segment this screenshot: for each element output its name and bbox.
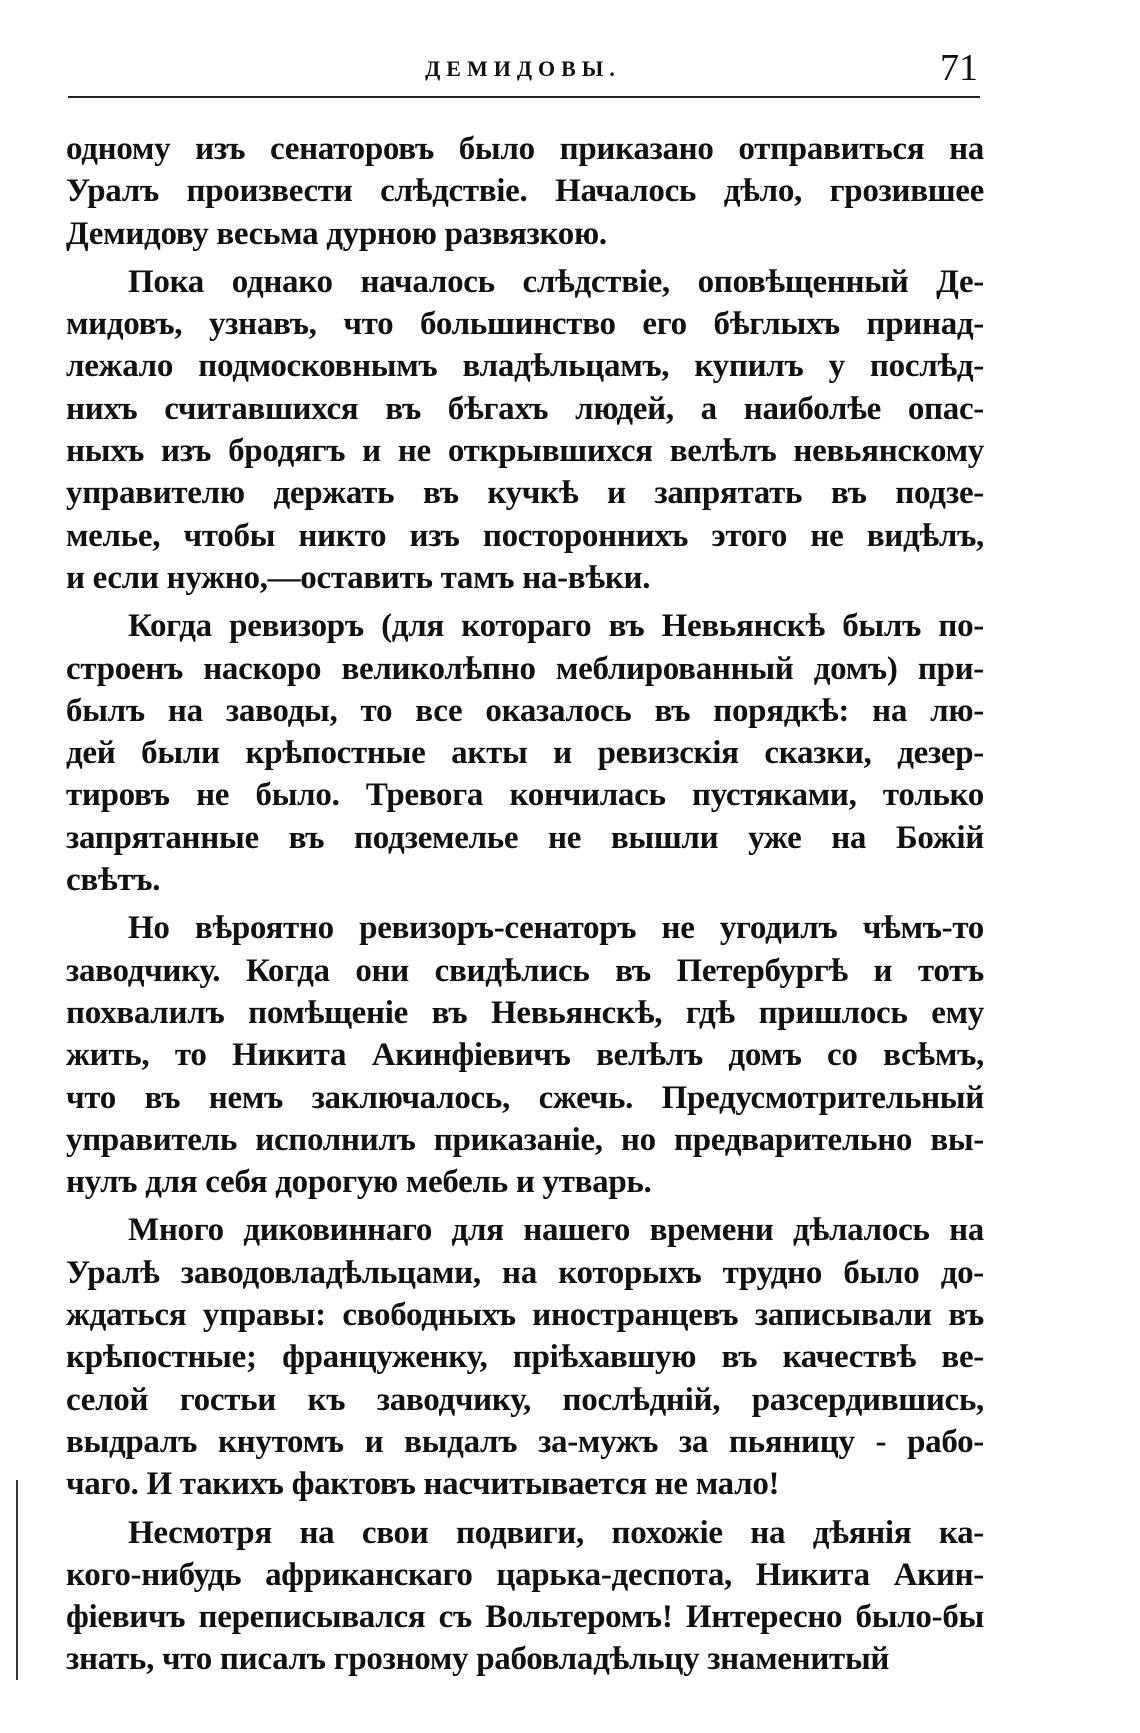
margin-mark bbox=[16, 1480, 18, 1680]
body-text bbox=[66, 128, 984, 1687]
paragraph bbox=[66, 1209, 984, 1505]
text-line: Когда ревизоръ (для котораго въ Невьянскѣ былъ по- bbox=[128, 608, 984, 645]
text-line: нулъ для себя дорогую мебель и утварь. bbox=[66, 1164, 652, 1201]
text-line: Много диковиннаго для нашего времени дѣлалось на bbox=[128, 1212, 984, 1249]
text-line: запрятанные въ подземелье не вышли уже на Божій bbox=[66, 819, 984, 856]
text-line: ждаться управы: свободныхъ иностранцевъ записывали въ bbox=[66, 1297, 984, 1334]
paragraph bbox=[66, 128, 984, 255]
text-line: Но вѣроятно ревизоръ-сенаторъ не угодилъ чѣмъ-то bbox=[128, 910, 984, 947]
text-line: чаго. И такихъ фактовъ насчитывается не мало! bbox=[66, 1466, 780, 1503]
page-number: 71 bbox=[940, 47, 978, 89]
text-line: крѣпостные; француженку, пріѣхавшую въ качествѣ ве- bbox=[66, 1339, 984, 1376]
text-line: жить, то Никита Акинфіевичъ велѣлъ домъ со всѣмъ, bbox=[66, 1037, 984, 1074]
paragraph bbox=[66, 605, 984, 901]
text-line: мелье, чтобы никто изъ постороннихъ этого не видѣлъ, bbox=[66, 517, 984, 554]
text-line: управитель исполнилъ приказаніе, но предварительно вы- bbox=[66, 1121, 984, 1158]
text-line: одному изъ сенаторовъ было приказано отправиться на bbox=[66, 131, 984, 167]
page-header bbox=[68, 47, 978, 102]
text-line: лежало подмосковнымъ владѣльцамъ, купилъ у послѣд- bbox=[66, 348, 984, 385]
paragraph bbox=[66, 1512, 984, 1681]
text-line: что въ немъ заключалось, сжечь. Предусмотрительный bbox=[66, 1079, 984, 1116]
text-line: мидовъ, узнавъ, что большинство его бѣглыхъ принад- bbox=[66, 306, 984, 343]
text-line: выдралъ кнутомъ и выдалъ за-мужъ за пьяницу - рабо- bbox=[66, 1423, 984, 1460]
paragraph bbox=[66, 261, 984, 599]
text-line: кого-нибудь африканскаго царька-деспота, Никита Акин- bbox=[66, 1556, 984, 1593]
text-line: фіевичъ переписывался съ Вольтеромъ! Интересно было-бы bbox=[66, 1599, 984, 1636]
text-line: былъ на заводы, то все оказалось въ порядкѣ: на лю- bbox=[66, 692, 984, 729]
text-line: управителю держать въ кучкѣ и запрятать въ подзе- bbox=[66, 475, 984, 512]
text-line: нихъ считавшихся въ бѣгахъ людей, а наиболѣе опас- bbox=[66, 390, 984, 427]
text-line: свѣтъ. bbox=[66, 862, 161, 899]
header-rule bbox=[68, 96, 980, 98]
text-line: строенъ наскоро великолѣпно меблированный домъ) при- bbox=[66, 650, 984, 687]
text-line: знать, что писалъ грозному рабовладѣльцу знаменитый bbox=[66, 1641, 890, 1678]
running-title: ДЕМИДОВЫ. bbox=[425, 56, 621, 81]
text-line: Пока однако началось слѣдствіе, оповѣщенный Де- bbox=[128, 263, 984, 300]
text-line: и если нужно,—оставить тамъ на-вѣки. bbox=[66, 559, 651, 596]
text-line: ныхъ изъ бродягъ и не открывшихся велѣлъ невьянскому bbox=[66, 433, 984, 470]
text-line: дей были крѣпостные акты и ревизскія сказки, дезер- bbox=[66, 735, 984, 772]
text-line: Уралъ произвести слѣдствіе. Началось дѣло, грозившее bbox=[66, 173, 984, 210]
text-line: Демидову весьма дурною развязкою. bbox=[66, 215, 607, 252]
text-line: тировъ не было. Тревога кончилась пустяками, только bbox=[66, 777, 984, 814]
text-line: заводчику. Когда они свидѣлись въ Петербургѣ и тотъ bbox=[66, 952, 984, 989]
text-line: Несмотря на свои подвиги, похожіе на дѣянія ка- bbox=[128, 1514, 984, 1551]
text-line: Уралѣ заводовладѣльцами, на которыхъ трудно было до- bbox=[66, 1254, 984, 1291]
text-line: селой гостьи къ заводчику, послѣдній, разсердившись, bbox=[66, 1381, 984, 1418]
paragraph bbox=[66, 907, 984, 1203]
text-line: похвалилъ помѣщеніе въ Невьянскѣ, гдѣ пришлось ему bbox=[66, 994, 984, 1031]
